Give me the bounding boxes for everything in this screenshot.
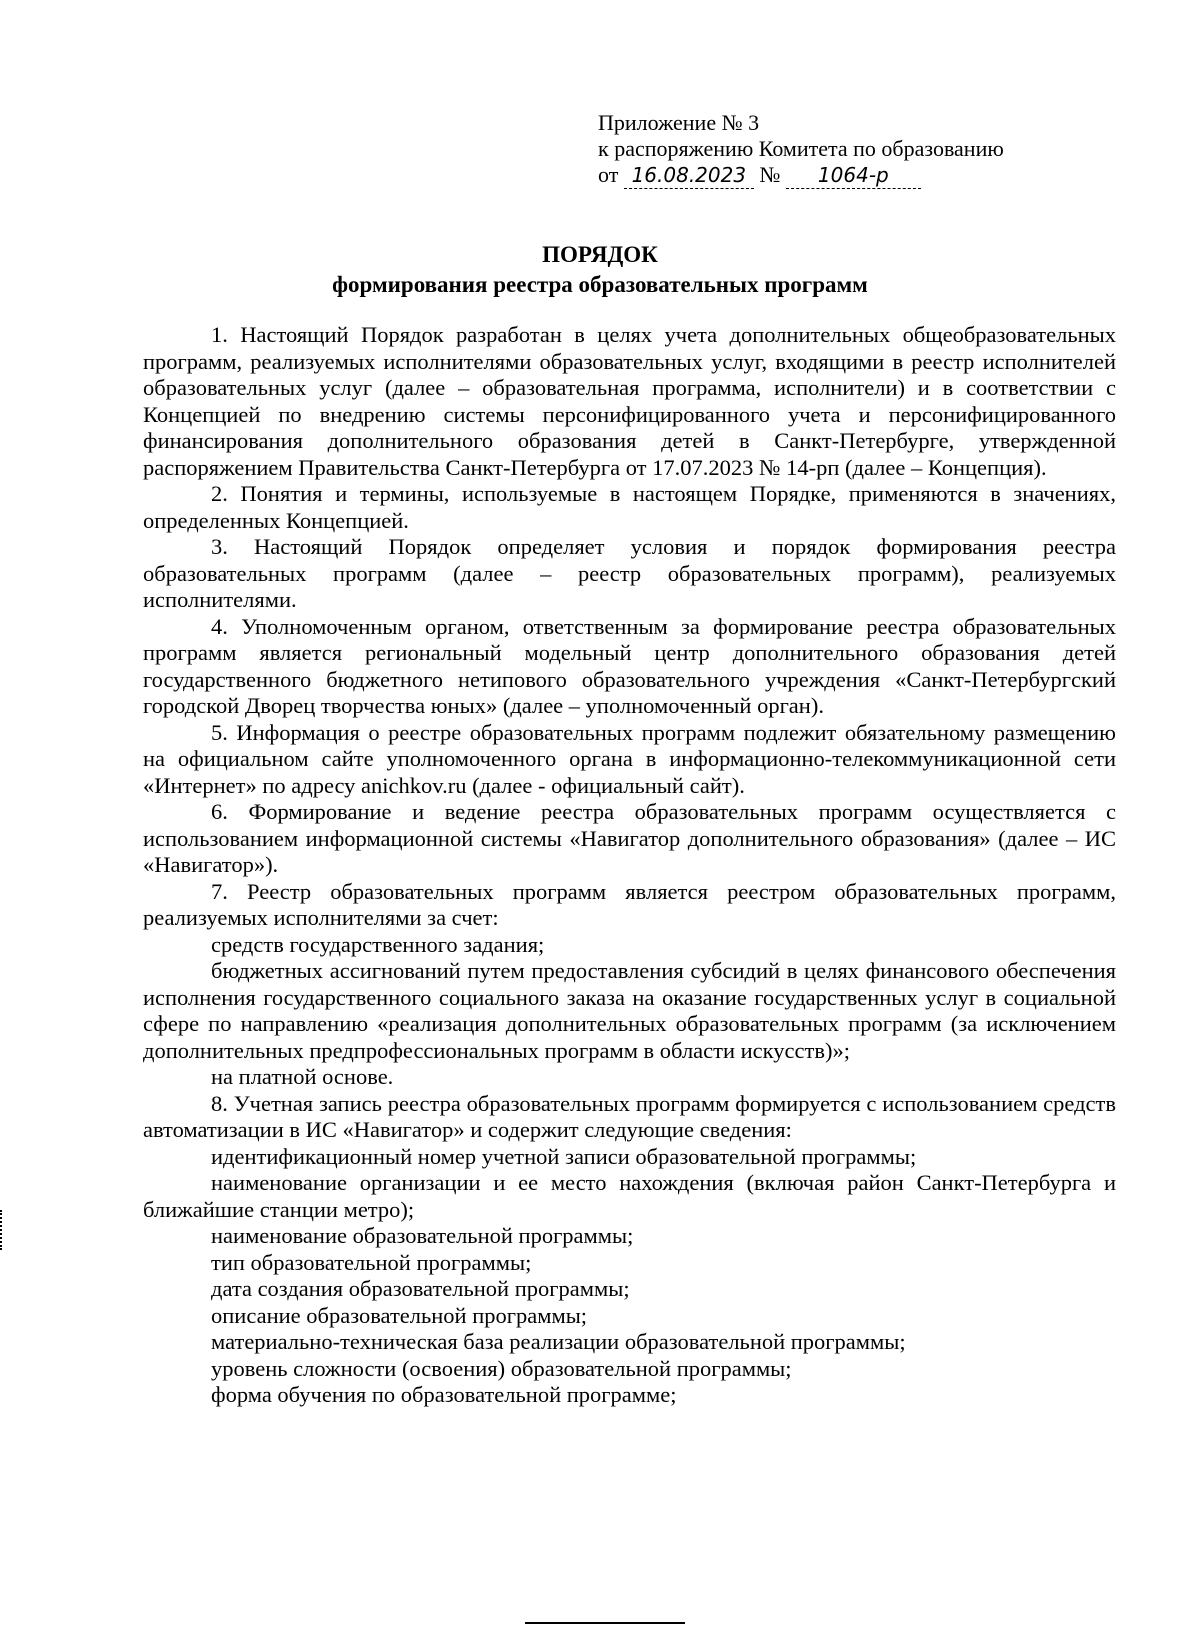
list-item: наименование организации и ее место нахождения (включая район Санкт-Петербурга и ближайшие станции метро);	[143, 1170, 1116, 1222]
document-title: ПОРЯДОК	[542, 242, 658, 267]
paragraph-3: 3. Настоящий Порядок определяет условия и порядок формирования реестра образовательных программ (далее – реестр образовательных программ), реализуемых исполнителями.	[143, 534, 1116, 612]
handwritten-number: 1064-р	[786, 162, 921, 189]
appendix-header	[598, 110, 1004, 189]
list-item: материально-техническая база реализации образовательной программы;	[211, 1329, 906, 1354]
paragraph-5: 5. Информация о реестре образовательных программ подлежит обязательному размещению на официальном сайте уполномоченного органа в информационно-телекоммуникационной сети «Интернет» по адресу anichkov.ru (далее - официальный сайт).	[143, 719, 1116, 798]
list-item: наименование образовательной программы;	[211, 1223, 634, 1248]
list-item: идентификационный номер учетной записи образовательной программы;	[211, 1143, 917, 1169]
paragraph-8: 8. Учетная запись реестра образовательных программ формируется с использованием средств автоматизации в ИС «Навигатор» и содержит следующие сведения:	[143, 1090, 1116, 1142]
list-item: средств государственного задания;	[211, 931, 545, 957]
list-item: тип образовательной программы;	[211, 1249, 532, 1275]
paragraph-6: 6. Формирование и ведение реестра образовательных программ осуществляется с использованием информационной системы «Навигатор дополнительного образования» (далее – ИС «Навигатор»).	[143, 799, 1116, 877]
paragraph-1: 1. Настоящий Порядок разработан в целях учета дополнительных общеобразовательных программ, реализуемых исполнителями образовательных услуг, входящими в реестр исполнителей образовательных услуг (далее – образовательная программа, исполнители) и в соответствии с Концепцией по внедрению системы персонифицированного учета и персонифицированного финансирования дополнительного образования детей в Санкт-Петербурге, утвержденной распоряжением Правительства Санкт-Петербурга от 17.07.2023 № 14-рп (далее – Концепция).	[143, 322, 1116, 480]
paragraph-2: 2. Понятия и термины, используемые в настоящем Порядке, применяются в значениях, определенных Концепцией.	[143, 481, 1116, 533]
list-item: бюджетных ассигнований путем предоставления субсидий в целях финансового обеспечения исполнения государственного социального заказа на оказание государственных услуг в социальной сфере по направлению «реализация дополнительных образовательных программ (за исключением дополнительных предпрофессиональных программ в области искусств)»;	[143, 958, 1116, 1063]
list-item: уровень сложности (освоения) образовательной программы;	[211, 1355, 792, 1381]
document-title-block	[0, 240, 1200, 300]
handwritten-date: 16.08.2023	[624, 162, 754, 189]
list-item: дата создания образовательной программы;	[211, 1276, 630, 1301]
appendix-prefix: от	[598, 162, 619, 187]
paragraph-7: 7. Реестр образовательных программ является реестром образовательных программ, реализуемых исполнителями за счет:	[143, 878, 1116, 930]
document-body	[143, 322, 1116, 1409]
document-subtitle: формирования реестра образовательных программ	[332, 272, 868, 297]
list-item: описание образовательной программы;	[211, 1302, 588, 1328]
list-item: на платной основе.	[211, 1064, 394, 1089]
scan-margin-mark	[0, 1210, 5, 1250]
scan-bottom-line	[525, 1622, 685, 1624]
paragraph-4: 4. Уполномоченным органом, ответственным за формирование реестра образовательных программ является региональный модельный центр дополнительного образования детей государственного бюджетного нетипового образовательного учреждения «Санкт-Петербургский городской Дворец творчества юных» (далее – уполномоченный орган).	[143, 613, 1116, 718]
appendix-line-1: Приложение № 3	[598, 110, 760, 135]
appendix-line-3	[598, 162, 1004, 189]
appendix-line-2: к распоряжению Комитета по образованию	[598, 136, 1004, 161]
number-sign: №	[759, 162, 781, 187]
list-item: форма обучения по образовательной программе;	[211, 1382, 677, 1407]
